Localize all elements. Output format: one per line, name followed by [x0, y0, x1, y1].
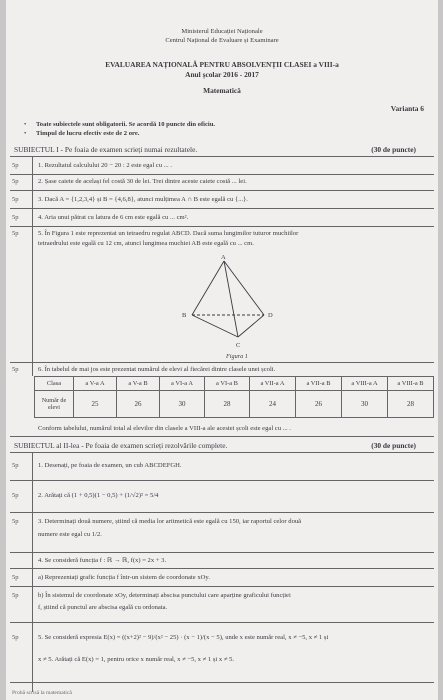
- note-1: Toate subiectele sunt obligatorii. Se acordă 10 puncte din oficiu.: [36, 121, 216, 128]
- item-points: 5p: [12, 518, 19, 525]
- edge-ad: [224, 261, 264, 315]
- subject2-item-3-cont: numere este egal cu 1/2.: [38, 531, 102, 538]
- item-points: 5p: [12, 592, 19, 599]
- divider: [10, 436, 434, 437]
- exam-page: [6, 0, 438, 700]
- divider: [10, 552, 434, 553]
- note-bullet: •: [24, 121, 27, 128]
- divider: [10, 568, 434, 569]
- subject2-item-5: 5. Se consideră expresia E(x) = ((x+2)² − 9)/(x² − 25) · (x − 1)/(x − 5), unde x este număr real, x ≠ −5, x ≠ 1 și: [38, 634, 329, 641]
- table-cell: 26: [296, 391, 342, 418]
- item-points: 5p: [12, 214, 19, 221]
- subject2-item-4b-cont: f, știind că punctul are abscisa egală cu ordonata.: [38, 604, 168, 611]
- table-header-cell: a VII-a B: [296, 377, 342, 391]
- table-cell: 30: [160, 391, 205, 418]
- item-points: 5p: [12, 492, 19, 499]
- subject1-item-4: 4. Aria unui pătrat cu latura de 6 cm este egală cu ... cm².: [38, 214, 189, 221]
- table-header-cell: Clasa: [35, 377, 74, 391]
- exam-title: EVALUAREA NAȚIONALĂ PENTRU ABSOLVENȚII CLASEI a VIII-a: [105, 60, 339, 69]
- center-name: Centrul Național de Evaluare și Examinare: [165, 37, 279, 44]
- table-header-cell: a VI-a B: [205, 377, 250, 391]
- item-points: 5p: [12, 230, 19, 237]
- divider: [10, 226, 434, 227]
- students-table: [34, 376, 434, 418]
- subject2-points: (30 de puncte): [371, 441, 416, 450]
- subject-name: Matematică: [203, 86, 241, 95]
- edge-ab: [192, 261, 224, 315]
- item-points: 5p: [12, 178, 19, 185]
- edge-bc: [192, 315, 238, 337]
- points-column-line: [32, 452, 33, 692]
- item-points: 5p: [12, 196, 19, 203]
- points-column-line: [32, 156, 33, 376]
- item-points: 5p: [12, 462, 19, 469]
- subject2-item-4: 4. Se consideră funcția f : ℝ → ℝ, f(x) = 2x + 3.: [38, 557, 167, 564]
- vertex-label-c: C: [236, 342, 241, 349]
- school-year: Anul școlar 2016 - 2017: [185, 70, 259, 79]
- divider: [10, 682, 434, 683]
- table-header-cell: a VII-a A: [250, 377, 296, 391]
- divider: [10, 174, 434, 175]
- divider: [10, 190, 434, 191]
- note-bullet: •: [24, 130, 27, 137]
- subject2-item-4b: b) În sistemul de coordonate xOy, determinați abscisa punctului care aparține graficului funcției: [38, 592, 291, 599]
- subject2-item-5-cont: x ≠ 5. Arătați că E(x) = 1, pentru orice x număr real, x ≠ −5, x ≠ 1 și x ≠ 5.: [38, 656, 235, 663]
- subject1-item-1: 1. Rezultatul calculului 20 − 20 : 2 este egal cu ... .: [38, 162, 172, 169]
- subject1-item-6: 6. În tabelul de mai jos este prezentat numărul de elevi al fiecărei dintre clasele unei școli.: [38, 366, 276, 373]
- table-header-row: [35, 377, 434, 391]
- table-cell: 28: [388, 391, 434, 418]
- subject2-item-4a: a) Reprezentați grafic funcția f într-un sistem de coordonate xOy.: [38, 574, 210, 581]
- edge-ac: [224, 261, 238, 337]
- item-points: 5p: [12, 634, 19, 641]
- ministry-name: Ministerul Educației Naționale: [181, 28, 263, 35]
- table-cell: 25: [74, 391, 117, 418]
- table-header-cell: a VIII-a B: [388, 377, 434, 391]
- subject1-item-6-question: Conform tabelului, numărul total al elevilor din clasele a VIII-a ale acestei școli este egal cu ... .: [38, 425, 291, 432]
- edge-dc: [238, 315, 264, 337]
- subject2-item-1: 1. Desenați, pe foaia de examen, un cub ABCDEFGH.: [38, 462, 182, 469]
- table-cell: 28: [205, 391, 250, 418]
- table-cell: 30: [342, 391, 388, 418]
- footer-text: Probă scrisă la matematică: [12, 690, 72, 696]
- table-header-cell: a V-a B: [117, 377, 160, 391]
- table-cell: 24: [250, 391, 296, 418]
- divider: [10, 480, 434, 481]
- divider: [10, 512, 434, 513]
- subject1-item-5-cont: tetraedrului este egală cu 12 cm, atunci lungimea muchiei AB este egală cu ... cm.: [38, 240, 254, 247]
- item-points: 5p: [12, 162, 19, 169]
- item-points: 5p: [12, 366, 19, 373]
- subject2-item-2: 2. Arătați că (1 + 0,5)(1 − 0,5) + (1/√2)² = 5/4: [38, 492, 159, 499]
- divider: [10, 586, 434, 587]
- subject1-item-5: 5. În Figura 1 este reprezentat un tetraedru regulat ABCD. Dacă suma lungimilor tuturor muchiilor: [38, 230, 299, 237]
- table-row-label: Număr de elevi: [35, 391, 74, 418]
- subject1-title: SUBIECTUL I - Pe foaia de examen scrieți numai rezultatele.: [14, 145, 198, 154]
- subject2-title: SUBIECTUL al II-lea - Pe foaia de examen scrieți rezolvările complete.: [14, 441, 228, 450]
- tetrahedron-figure: [166, 255, 286, 363]
- divider: [10, 452, 434, 453]
- vertex-label-d: D: [268, 312, 273, 319]
- vertex-label-b: B: [182, 312, 187, 319]
- divider: [10, 156, 434, 157]
- divider: [10, 622, 434, 623]
- table-header-cell: a V-a A: [74, 377, 117, 391]
- item-points: 5p: [12, 574, 19, 581]
- variant-label: Varianta 6: [390, 104, 424, 113]
- subject1-item-3: 3. Dacă A = {1,2,3,4} și B = {4,6,8}, atunci mulțimea A ∩ B este egală cu {...}.: [38, 196, 248, 203]
- subject1-points: (30 de puncte): [371, 145, 416, 154]
- subject2-item-3: 3. Determinați două numere, știind că media lor aritmetică este egală cu 150, iar raportul celor două: [38, 518, 302, 525]
- figure-caption: Figura 1: [226, 353, 248, 360]
- vertex-label-a: A: [221, 255, 226, 261]
- table-row: [35, 391, 434, 418]
- divider: [10, 362, 434, 363]
- note-2: Timpul de lucru efectiv este de 2 ore.: [36, 130, 140, 137]
- table-header-cell: a VI-a A: [160, 377, 205, 391]
- table-cell: 26: [117, 391, 160, 418]
- divider: [10, 208, 434, 209]
- table-header-cell: a VIII-a A: [342, 377, 388, 391]
- subject1-item-2: 2. Șase caiete de același fel costă 30 de lei. Trei dintre aceste caiete costă ... lei.: [38, 178, 247, 185]
